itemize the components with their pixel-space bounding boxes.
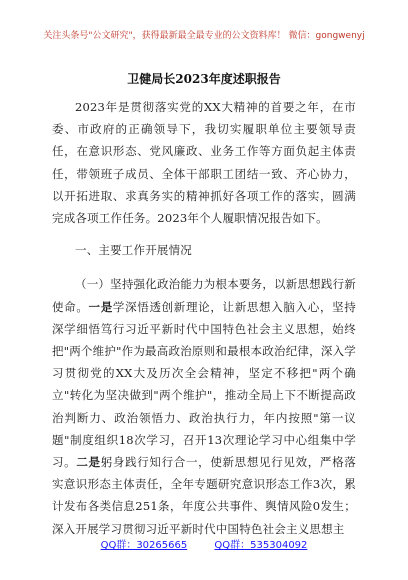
qq-group-link-2[interactable]: QQ群：535304092 bbox=[214, 540, 308, 551]
subsection-text-2: 躬身践行知行合一，使新思想见行见效，严格落实意识形态主体责任，全年专题研究意识形态工作3次，累计发布各类信息251条，年度公共事件、舆情风险0发生；深入开展学习贯彻习近平新时代中国特色社会主义思想主 bbox=[52, 455, 356, 536]
subsection-title-text: （一）坚持强化政治能力为根本要务，以新思想践行新使命。 bbox=[52, 277, 356, 314]
intro-paragraph: 2023年是贯彻落实党的XX大精神的首要之年，在市委、市政府的正确领导下，我切实履职单位主要领导责任，在意识形态、党风廉政、业务工作等方面负起主体责任，带领班子成员、全体干部职工团结一致、齐心协力，以开拓进取、求真务实的精神抓好各项工作的落实，圆满完成各项工作任务。2023年个人履职情况报告如下。 bbox=[52, 100, 356, 226]
subsection-text-1: 学深悟透创新理论，让新思想入脑入心，坚持深学细悟笃行习近平新时代中国特色社会主义思想，始终把"两个维护"作为最高政治原则和最根本政治纪律，深入学习贯彻党的XX大及历次全会精神，坚定不移把"两个确立"转化为坚决做到"两个维护"，推动全局上下不断提高政治判断力、政治领悟力、政治执行力，年内按照"第一议题"制度组织18次学习，召开13次理论学习中心组集中学习。 bbox=[52, 299, 356, 470]
qq-group-link-1[interactable]: QQ群：30265665 bbox=[100, 540, 188, 551]
document-body bbox=[52, 96, 356, 540]
lead-marker-2: 二是 bbox=[76, 455, 101, 470]
section-heading: 一、主要工作开展情况 bbox=[75, 243, 192, 258]
page-footer bbox=[0, 536, 408, 551]
promo-banner: 关注头条号"公文研究"，获得最新最全最专业的公文资料库！ 微信：gongwenyj bbox=[43, 31, 365, 41]
document-title: 卫健局长2023年度述职报告 bbox=[127, 72, 281, 86]
subsection-paragraph bbox=[52, 273, 356, 539]
lead-marker-1: 一是 bbox=[88, 299, 113, 314]
